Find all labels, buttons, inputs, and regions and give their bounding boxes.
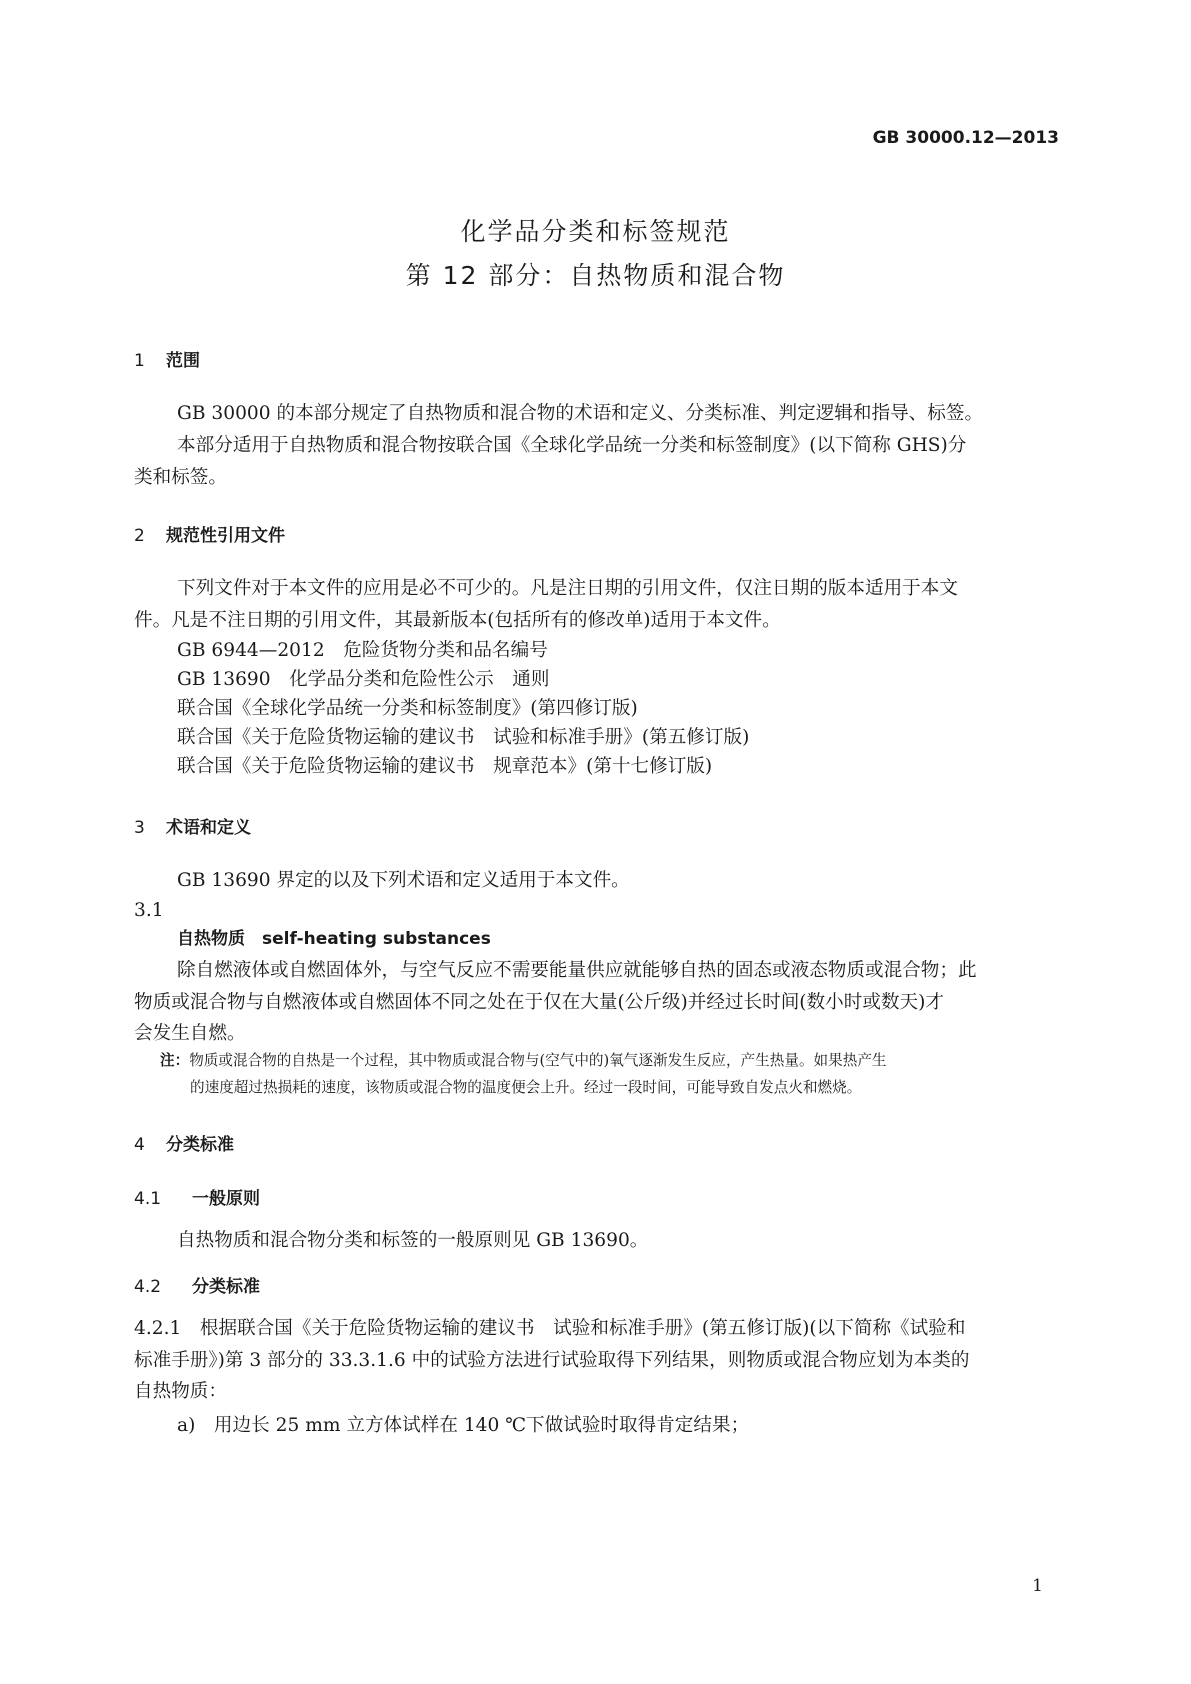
paragraph: 类和标签。 (134, 467, 227, 488)
document-subtitle: 第 12 部分：自热物质和混合物 (405, 261, 786, 290)
section-number: 2 (134, 526, 145, 546)
reference-item: 联合国《全球化学品统一分类和标签制度》(第四修订版) (177, 698, 638, 719)
section-title: 一般原则 (192, 1189, 260, 1209)
section-number: 1 (134, 351, 145, 371)
definition: 会发生自燃。 (134, 1023, 246, 1044)
subsection-4-2-heading (134, 1272, 260, 1297)
section-title: 分类标准 (166, 1135, 234, 1155)
paragraph: GB 30000 的本部分规定了自热物质和混合物的术语和定义、分类标准、判定逻辑和指导、标签。 (177, 403, 984, 424)
paragraph: 标准手册》)第 3 部分的 33.3.1.6 中的试验方法进行试验取得下列结果，则物质或混合物应划为本类的 (134, 1350, 970, 1371)
section-number: 4 (134, 1135, 145, 1155)
page-number: 1 (1032, 1576, 1043, 1596)
reference-item: GB 13690 化学品分类和危险性公示 通则 (177, 669, 550, 690)
paragraph: 自热物质： (134, 1381, 227, 1402)
paragraph: 下列文件对于本文件的应用是必不可少的。凡是注日期的引用文件，仅注日期的版本适用于本文 (177, 578, 958, 599)
section-number: 3 (134, 818, 145, 838)
paragraph: GB 13690 界定的以及下列术语和定义适用于本文件。 (177, 870, 630, 891)
section-2-heading (134, 521, 285, 546)
subsection-4-1-heading (134, 1184, 260, 1209)
section-title: 范围 (166, 351, 200, 371)
note-label: 注： (160, 1052, 190, 1069)
note-text: 物质或混合物的自热是一个过程，其中物质或混合物与(空气中的)氧气逐渐发生反应，产生热量。如果热产生 (189, 1052, 887, 1069)
definition: 物质或混合物与自燃液体或自燃固体不同之处在于仅在大量(公斤级)并经过长时间(数小时或数天)才 (134, 992, 944, 1013)
document-title: 化学品分类和标签规范 (460, 217, 731, 246)
section-title: 分类标准 (192, 1277, 260, 1297)
section-number: 4.2 (134, 1277, 162, 1297)
reference-item: 联合国《关于危险货物运输的建议书 规章范本》(第十七修订版) (177, 756, 713, 777)
paragraph: 件。凡是不注日期的引用文件，其最新版本(包括所有的修改单)适用于本文件。 (134, 610, 781, 631)
paragraph: 4.2.1 根据联合国《关于危险货物运输的建议书 试验和标准手册》(第五修订版)(以下简称《试验和 (134, 1318, 966, 1339)
section-number: 4.1 (134, 1189, 162, 1209)
standard-number: GB 30000.12—2013 (872, 128, 1059, 148)
section-3-heading (134, 813, 251, 838)
note-text: 的速度超过热损耗的速度，该物质或混合物的温度便会上升。经过一段时间，可能导致自发点火和燃烧。 (190, 1079, 862, 1096)
definition: 除自燃液体或自燃固体外，与空气反应不需要能量供应就能够自热的固态或液态物质或混合物；此 (177, 960, 977, 981)
section-title: 术语和定义 (166, 818, 251, 838)
paragraph: 自热物质和混合物分类和标签的一般原则见 GB 13690。 (177, 1230, 649, 1251)
list-item: a) 用边长 25 mm 立方体试样在 140 ℃下做试验时取得肯定结果； (177, 1415, 750, 1436)
reference-item: GB 6944—2012 危险货物分类和品名编号 (177, 640, 548, 661)
reference-item: 联合国《关于危险货物运输的建议书 试验和标准手册》(第五修订版) (177, 727, 750, 748)
paragraph: 本部分适用于自热物质和混合物按联合国《全球化学品统一分类和标签制度》(以下简称 GHS)分 (177, 435, 967, 456)
term-number: 3.1 (134, 900, 164, 921)
term-title: 自热物质 self-heating substances (177, 929, 491, 949)
section-1-heading (134, 346, 200, 371)
section-title: 规范性引用文件 (166, 526, 285, 546)
section-4-heading (134, 1130, 234, 1155)
